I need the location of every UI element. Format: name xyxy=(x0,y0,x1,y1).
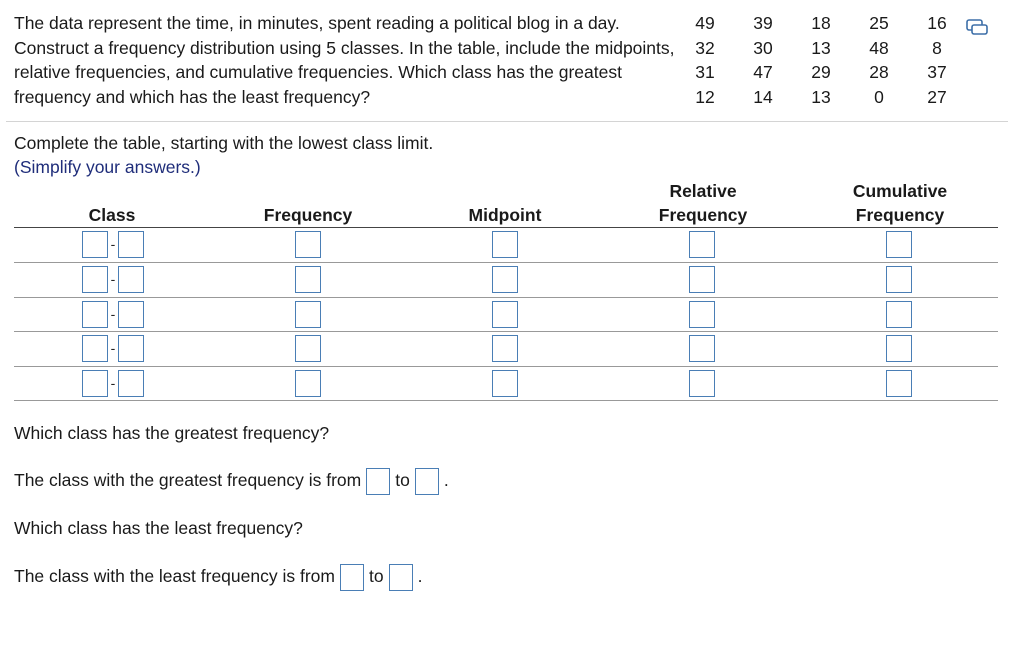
class-separator: - xyxy=(110,340,116,356)
relative-frequency-input[interactable] xyxy=(689,301,715,328)
data-cell: 14 xyxy=(753,86,773,107)
data-cell: 32 xyxy=(695,37,715,58)
data-table xyxy=(676,11,966,109)
frequency-input[interactable] xyxy=(295,301,321,328)
class-upper-input[interactable] xyxy=(118,301,144,328)
class-upper-input[interactable] xyxy=(118,335,144,362)
greatest-suffix: . xyxy=(443,470,449,490)
data-cell: 13 xyxy=(811,37,831,58)
data-cell: 37 xyxy=(927,62,947,82)
data-cell: 29 xyxy=(811,62,831,82)
midpoint-input[interactable] xyxy=(492,335,518,362)
class-upper-input[interactable] xyxy=(118,370,144,397)
header-relative-top: Relative xyxy=(669,181,737,201)
data-cell: 28 xyxy=(869,62,889,82)
greatest-prefix: The class with the greatest frequency is from xyxy=(14,470,362,490)
cumulative-frequency-input[interactable] xyxy=(886,301,912,328)
cumulative-frequency-input[interactable] xyxy=(886,266,912,293)
relative-frequency-input[interactable] xyxy=(689,370,715,397)
data-row xyxy=(676,60,966,85)
data-cell: 30 xyxy=(753,37,773,58)
data-cell: 16 xyxy=(927,13,947,33)
least-answer-line xyxy=(14,563,422,591)
class-separator: - xyxy=(110,306,116,322)
table-rule xyxy=(14,366,998,367)
header-frequency: Frequency xyxy=(263,205,353,225)
relative-frequency-input[interactable] xyxy=(689,231,715,258)
frequency-input[interactable] xyxy=(295,370,321,397)
data-cell: 18 xyxy=(811,13,831,33)
header-relative-bottom: Frequency xyxy=(658,205,748,225)
least-to-label: to xyxy=(368,566,384,586)
frequency-input[interactable] xyxy=(295,231,321,258)
relative-frequency-input[interactable] xyxy=(689,335,715,362)
copy-data-icon[interactable] xyxy=(966,19,988,35)
header-midpoint: Midpoint xyxy=(468,205,542,225)
table-rule xyxy=(14,227,998,228)
data-cell: 8 xyxy=(932,37,942,58)
class-separator: - xyxy=(110,271,116,287)
table-rule xyxy=(14,262,998,263)
least-from-input[interactable] xyxy=(340,564,364,591)
cumulative-frequency-input[interactable] xyxy=(886,335,912,362)
class-upper-input[interactable] xyxy=(118,231,144,258)
header-cumulative-top: Cumulative xyxy=(852,181,948,201)
midpoint-input[interactable] xyxy=(492,231,518,258)
data-cell: 13 xyxy=(811,86,831,107)
class-lower-input[interactable] xyxy=(82,335,108,362)
greatest-from-input[interactable] xyxy=(366,468,390,495)
table-rule xyxy=(14,400,998,401)
hint-text: (Simplify your answers.) xyxy=(14,157,201,177)
data-cell: 47 xyxy=(753,62,773,82)
midpoint-input[interactable] xyxy=(492,266,518,293)
data-row xyxy=(676,11,966,36)
data-cell: 49 xyxy=(695,13,715,33)
class-lower-input[interactable] xyxy=(82,370,108,397)
cumulative-frequency-input[interactable] xyxy=(886,231,912,258)
data-row xyxy=(676,36,966,61)
header-class: Class xyxy=(88,205,136,225)
relative-frequency-input[interactable] xyxy=(689,266,715,293)
class-separator: - xyxy=(110,236,116,252)
data-cell: 25 xyxy=(869,13,889,33)
class-lower-input[interactable] xyxy=(82,266,108,293)
greatest-answer-line xyxy=(14,467,449,495)
greatest-to-input[interactable] xyxy=(415,468,439,495)
least-to-input[interactable] xyxy=(389,564,413,591)
midpoint-input[interactable] xyxy=(492,370,518,397)
greatest-to-label: to xyxy=(395,470,410,490)
cumulative-frequency-input[interactable] xyxy=(886,370,912,397)
problem-statement: The data represent the time, in minutes, spent reading a political blog in a day. Construct a frequency distribution using 5 classes. In the table, include the midpoints, relative frequencies, and cumulative frequencies. Which class has the greatest frequency and which has the least frequency? xyxy=(14,13,675,107)
least-prefix: The class with the least frequency is from xyxy=(14,566,335,586)
data-cell: 39 xyxy=(753,13,773,33)
data-cell: 27 xyxy=(927,86,947,107)
class-upper-input[interactable] xyxy=(118,266,144,293)
table-rule xyxy=(14,331,998,332)
data-row xyxy=(676,85,966,110)
least-question: Which class has the least frequency? xyxy=(14,518,303,538)
section-divider xyxy=(6,121,1008,122)
data-cell: 12 xyxy=(695,86,715,107)
data-cell: 48 xyxy=(869,37,889,58)
data-cell: 31 xyxy=(695,62,715,82)
class-lower-input[interactable] xyxy=(82,301,108,328)
header-cumulative-bottom: Frequency xyxy=(855,205,945,225)
instruction-text: Complete the table, starting with the lowest class limit. xyxy=(14,133,434,153)
midpoint-input[interactable] xyxy=(492,301,518,328)
least-suffix: . xyxy=(417,566,423,586)
data-cell: 0 xyxy=(874,86,884,107)
class-separator: - xyxy=(110,375,116,391)
frequency-input[interactable] xyxy=(295,335,321,362)
frequency-input[interactable] xyxy=(295,266,321,293)
table-rule xyxy=(14,297,998,298)
greatest-question: Which class has the greatest frequency? xyxy=(14,423,330,443)
class-lower-input[interactable] xyxy=(82,231,108,258)
